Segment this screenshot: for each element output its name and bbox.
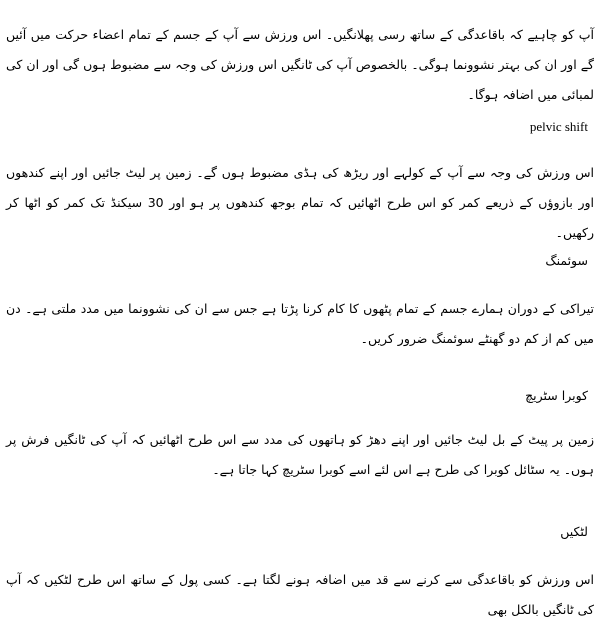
intro-paragraph: آپ کو چاہیے کہ باقاعدگی کے ساتھ رسی پھلانگیں۔ اس ورزش سے آپ کے جسم کے تمام اعضاء حرکت میں آئیں گے اور ان کی بہتر نشوونما ہوگی۔ بالخصوص آپ کی ٹانگیں اس ورزش کی وجہ سے مضبوط ہوں گی اور ان کی لمبائی میں اضافہ ہوگا۔ [6, 27, 594, 102]
section-body-hanging: اس ورزش کو باقاعدگی سے کرنے سے قد میں اضافہ ہونے لگتا ہے۔ کسی پول کے ساتھ اس طرح لٹکیں کہ آپ کی ٹانگیں بالکل بھی [6, 572, 594, 617]
section-heading-pelvic-shift: pelvic shift [529, 119, 588, 134]
section-heading-cobra-stretch: کوبرا سٹریچ [525, 388, 588, 403]
section-heading-swimming: سوئمنگ [545, 253, 588, 268]
section-body-pelvic-shift: اس ورزش کی وجہ سے آپ کے کولہے اور ریڑھ کی ہڈی مضبوط ہوں گے۔ زمین پر لیٹ جائیں اور اپنے کندھوں اور بازوؤں کے ذریعے کمر کو اس طرح اٹھائیں کہ تمام بوجھ کندھوں پر ہو اور 30 سیکنڈ تک کمر کو اٹھا کر رکھیں۔ [6, 165, 595, 240]
section-body-swimming: تیراکی کے دوران ہمارے جسم کے تمام پٹھوں کا کام کرنا پڑتا ہے جس سے ان کی نشوونما میں مدد ملتی ہے۔ دن میں کم از کم دو گھنٹے سوئمنگ ضرور کریں۔ [6, 301, 594, 346]
section-body-cobra-stretch: زمین پر پیٹ کے بل لیٹ جائیں اور اپنے دھڑ کو ہاتھوں کی مدد سے اس طرح اٹھائیں کہ آپ کی ٹانگیں فرش پر ہوں۔ یہ سٹائل کوبرا کی طرح ہے اس لئے اسے کوبرا سٹریچ کہا جاتا ہے۔ [6, 432, 594, 477]
section-heading-hanging: لٹکیں [560, 524, 588, 539]
